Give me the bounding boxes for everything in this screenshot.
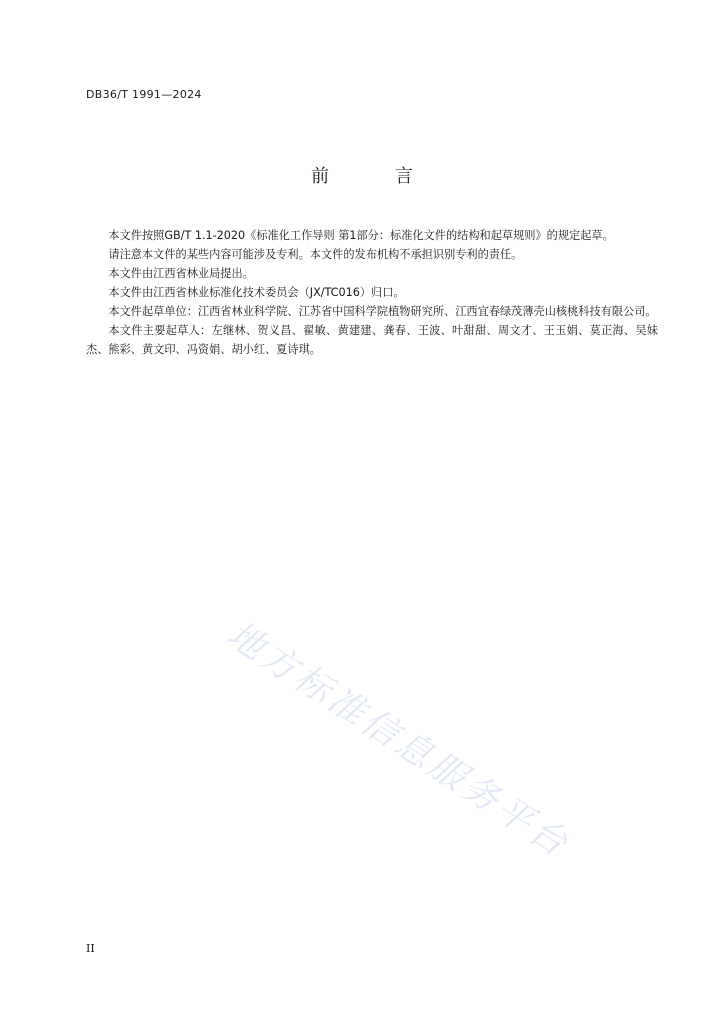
paragraph-proposer: 本文件由江西省林业局提出。 <box>108 267 254 280</box>
watermark: 地方标准信息服务平台 <box>219 613 578 867</box>
paragraph-drafting-rules: 本文件按照GB/T 1.1-2020《标准化工作导则 第1部分：标准化文件的结构和起草规则》的规定起草。 <box>108 229 614 242</box>
page-title: 前 言 <box>311 166 443 187</box>
paragraph-drafters: 本文件主要起草人：左继林、贺义昌、翟敏、黄建建、龚春、王波、叶甜甜、周文才、王玉娟、莫正海、吴妹杰、熊彩、黄文印、冯资娟、胡小红、夏诗琪。 <box>86 324 658 356</box>
foreword-body <box>86 226 658 359</box>
paragraph-committee: 本文件由江西省林业标准化技术委员会（JX/TC016）归口。 <box>108 286 405 299</box>
paragraph-patent-notice: 请注意本文件的某些内容可能涉及专利。本文件的发布机构不承担识别专利的责任。 <box>108 248 523 261</box>
paragraph-drafting-units: 本文件起草单位：江西省林业科学院、江苏省中国科学院植物研究所、江西宜春绿茂薄壳山核桃科技有限公司。 <box>108 305 657 318</box>
document-code: DB36/T 1991—2024 <box>86 88 202 101</box>
page-number: II <box>86 942 95 955</box>
